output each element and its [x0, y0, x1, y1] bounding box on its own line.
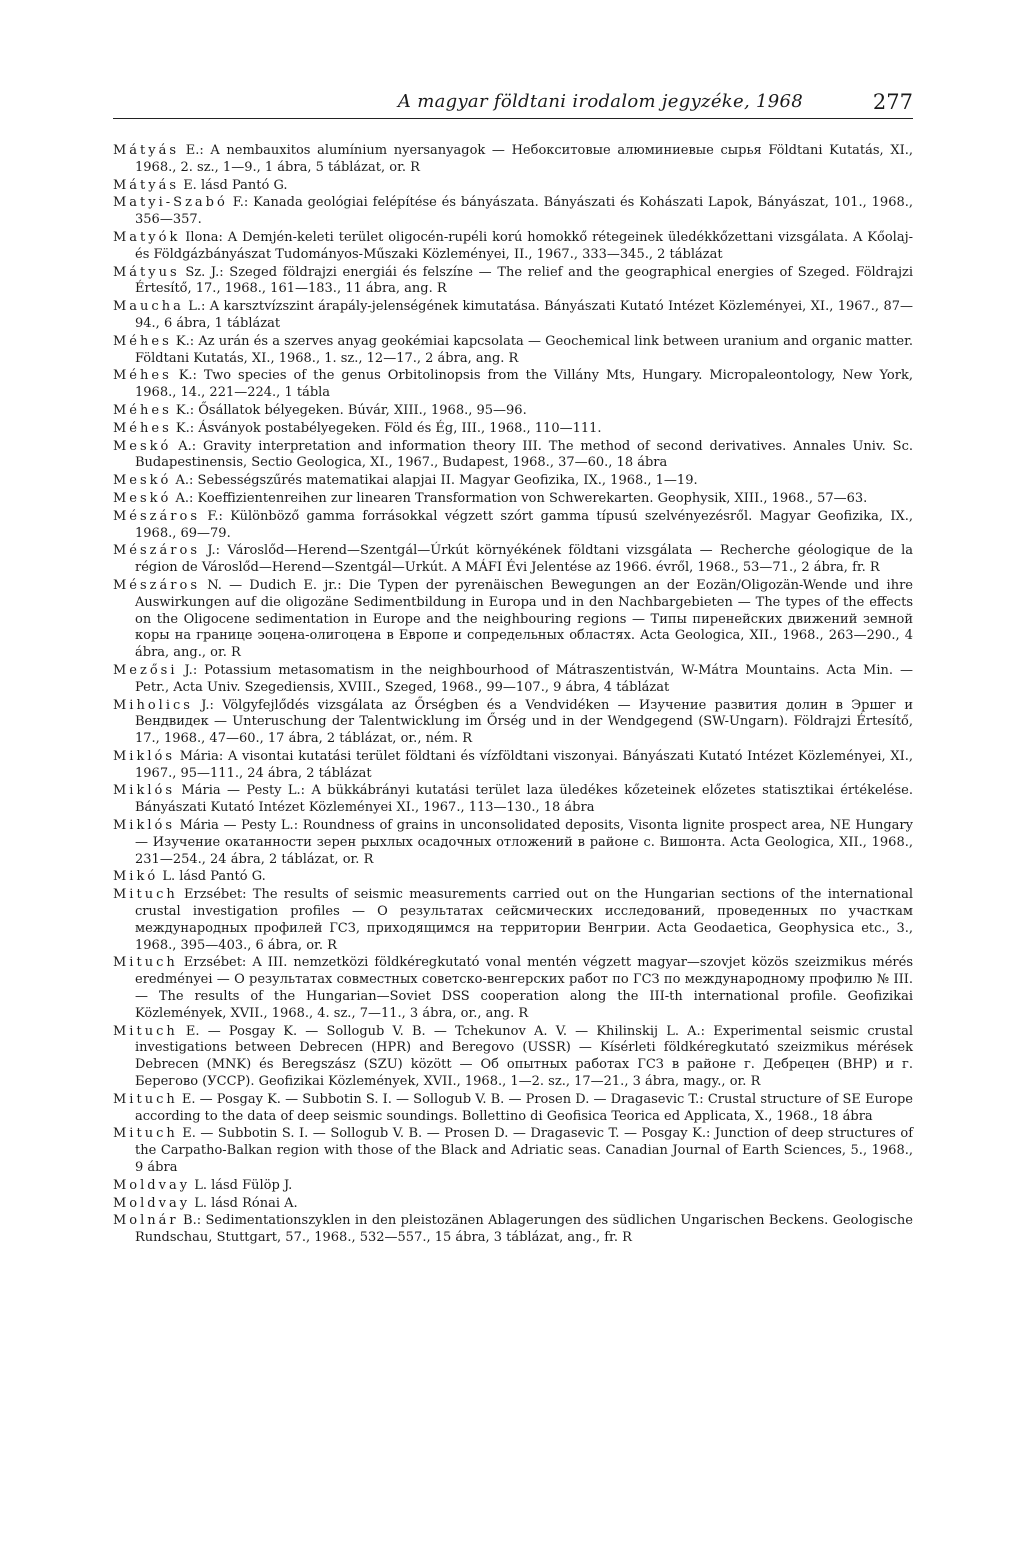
entry-text: A.: Gravity interpretation and information theory III. The method of second derivatives. Annales Univ. Sc. Budapestinensis, Sectio Geologica, XI., 1967., Budapest, 1968., 37—60., 18 ábra — [135, 438, 913, 471]
entry-text: Sz. J.: Szeged földrajzi energiái és felszíne — The relief and the geographical energies of Szeged. Földrajzi Értesítő, 17., 1968., 161—183., 11 ábra, ang. R — [135, 264, 913, 297]
entry-author: Mikó — [113, 869, 159, 885]
entry-author: Mituch — [113, 1091, 178, 1107]
bibliography-entry — [113, 698, 913, 748]
entry-text: Mária — Pesty L.: A bükkábrányi kutatási terület laza üledékes kőzeteinek előzetes statisztikai értékelése. Bányászati Kutató Intézet Közleményei XI., 1967., 113—130., 18 ábra — [135, 783, 913, 816]
bibliography-entry — [113, 955, 913, 1022]
entry-author: Méhes — [113, 333, 172, 349]
bibliography-entries — [113, 143, 913, 1248]
entry-author: Mátyás — [113, 177, 180, 193]
entry-text: A.: Sebességszűrés matematikai alapjai II. Magyar Geofizika, IX., 1968., 1—19. — [171, 473, 698, 489]
entry-author: Moldvay — [113, 1177, 191, 1193]
entry-text: E. — Posgay K. — Subbotin S. I. — Sollogub V. B. — Prosen D. — Dragasevic T.: Crustal structure of SE Europe according to the data of deep seismic soundings. Bollettino di Geofisica Teorica ed Applicata, X., 1968., 18 ábra — [135, 1091, 913, 1124]
bibliography-entry — [113, 230, 913, 264]
entry-text: Mária: A visontai kutatási terület földtani és vízföldtani viszonyai. Bányászati Kutató Intézet Közleményei, XI., 1967., 95—111., 24 ábra, 2 táblázat — [135, 748, 913, 781]
entry-author: Miklós — [113, 818, 176, 834]
bibliography-entry — [113, 1024, 913, 1091]
entry-text: F.: Kanada geológiai felépítése és bányászata. Bányászati és Kohászati Lapok, Bányászat, 101., 1968., 356—357. — [135, 195, 913, 228]
entry-text: N. — Dudich E. jr.: Die Typen der pyrenäischen Bewegungen an der Eozän/Oligozän-Wende und ihre Auswirkungen auf die oligozäne Sedimentbildung in Europa und in den Nachbargebieten — The types of the effects on the Oligocene sedimentation in Europe and the neighbouring regions — Типы пиренейских движений земной коры на границе эоцена-олигоцена в Европе и сопредельных областях. Acta Geologica, XII., 1968., 263—290., 4 ábra, ang., or. R — [135, 577, 913, 661]
entry-author: Miklós — [113, 783, 176, 799]
entry-text: L. lásd Pantó G. — [158, 869, 266, 885]
entry-author: Mezősi — [113, 662, 178, 678]
entry-author: Meskó — [113, 490, 172, 506]
bibliography-entry — [113, 818, 913, 868]
bibliography-entry — [113, 1126, 913, 1176]
bibliography-entry — [113, 403, 913, 420]
entry-text: J.: Potassium metasomatism in the neighbourhood of Mátraszentistván, W-Mátra Mountains. Acta Min. — Petr., Acta Univ. Szegediensis, XVIII., Szeged, 1968., 99—107., 9 ábra, 4 táblázat — [135, 662, 913, 695]
bibliography-entry — [113, 749, 913, 783]
bibliography-entry — [113, 439, 913, 473]
entry-author: Mészáros — [113, 543, 200, 559]
bibliography-entry — [113, 1213, 913, 1247]
entry-author: Méhes — [113, 368, 172, 384]
bibliography-entry — [113, 178, 913, 195]
entry-author: Miholics — [113, 697, 193, 713]
entry-author: Mituch — [113, 955, 178, 971]
bibliography-entry — [113, 368, 913, 402]
page-header — [113, 78, 913, 119]
entry-text: K.: Two species of the genus Orbitolinopsis from the Villány Mts, Hungary. Micropaleontology, New York, 1968., 14., 221—224., 1 tábla — [135, 368, 913, 401]
entry-text: E. lásd Pantó G. — [179, 177, 288, 193]
bibliography-entry — [113, 1178, 913, 1195]
entry-author: Mészáros — [113, 577, 200, 593]
entry-author: Mituch — [113, 887, 178, 903]
entry-author: Mituch — [113, 1023, 178, 1039]
entry-text: E. — Subbotin S. I. — Sollogub V. B. — Prosen D. — Dragasevic T. — Posgay K.: Junction of deep structures of the Carpatho-Balkan region with those of the Black and Adriatic seas. Canadian Journal of Earth Sciences, 5., 1968., 9 ábra — [135, 1126, 913, 1176]
bibliography-entry — [113, 578, 913, 662]
running-title: A magyar földtani irodalom jegyzéke, 1968 — [397, 91, 803, 112]
bibliography-entry — [113, 1092, 913, 1126]
entry-text: L. lásd Rónai A. — [190, 1195, 298, 1211]
bibliography-entry — [113, 663, 913, 697]
entry-text: K.: Az urán és a szerves anyag geokémiai kapcsolata — Geochemical link between uranium and organic matter. Földtani Kutatás, XI., 1968., 1. sz., 12—17., 2 ábra, ang. R — [135, 333, 913, 366]
entry-text: Erzsébet: A III. nemzetközi földkéregkutató vonal mentén végzett magyar—szovjet közös szeizmikus mérés eredményei — О результатах совместных советско-венгерских работ по ГСЗ по международному профилю № III. — The results of the Hungarian—Soviet DSS cooperation along the III-th international profile. Geofizikai Közlemények, XVII., 1968., 4. sz., 7—11., 3 ábra, or., ang. R — [135, 955, 913, 1021]
entry-author: Matyi-Szabó — [113, 195, 228, 211]
entry-text: F.: Különböző gamma forrásokkal végzett szórt gamma típusú szelvényezésről. Magyar Geofizika, IX., 1968., 69—79. — [135, 508, 913, 541]
bibliography-entry — [113, 299, 913, 333]
entry-text: E. — Posgay K. — Sollogub V. B. — Tchekunov A. V. — Khilinskij L. A.: Experimental seismic crustal investigations between Debrecen (HPR) and Beregovo (USSR) — Kísérleti földkéregkutató szeizmikus mérések Debrecen (MNK) és Beregszász (SZU) között — Об опытных работах ГСЗ в районе г. Дебрецен (ВНР) и г. Берегово (УССР). Geofizikai Közlemények, XVII., 1968., 1—2. sz., 17—21., 3 ábra, magy., or. R — [135, 1023, 913, 1090]
entry-author: Mituch — [113, 1126, 178, 1142]
entry-text: K.: Ásványok postabélyegeken. Föld és Ég, III., 1968., 110—111. — [171, 420, 602, 436]
bibliography-entry — [113, 869, 913, 886]
page-number: 277 — [872, 90, 913, 114]
bibliography-entry — [113, 334, 913, 368]
bibliography-entry — [113, 783, 913, 817]
entry-text: B.: Sedimentationszyklen in den pleistozänen Ablagerungen des südlichen Ungarischen Beckens. Geologische Rundschau, Stuttgart, 57., 1968., 532—557., 15 ábra, 3 táblázat, ang., fr. R — [135, 1213, 913, 1246]
entry-text: L. lásd Fülöp J. — [190, 1177, 293, 1193]
entry-text: K.: Ősállatok bélyegeken. Búvár, XIII., 1968., 95—96. — [171, 402, 527, 418]
entry-author: Méhes — [113, 402, 172, 418]
entry-text: L.: A karsztvízszint árapály-jelenségének kimutatása. Bányászati Kutató Intézet Közleményei, XI., 1967., 87—94., 6 ábra, 1 táblázat — [135, 299, 913, 331]
bibliography-entry — [113, 473, 913, 490]
entry-text: Mária — Pesty L.: Roundness of grains in unconsolidated deposits, Visonta lignite prospect area, NE Hungary — Изучение окатанности зерен рыхлых осадочных отложений в районе с. Вишонта. Acta Geologica, XII., 1968., 231—254., 24 ábra, 2 táblázat, or. R — [135, 818, 913, 867]
entry-text: E.: A nembauxitos alumínium nyersanyagok — Небокситовые алюминиевые сырья Földtani Kutatás, XI., 1968., 2. sz., 1—9., 1 ábra, 5 táblázat, or. R — [135, 143, 913, 175]
entry-author: Mészáros — [113, 508, 200, 524]
bibliography-entry — [113, 491, 913, 508]
entry-author: Matyók — [113, 229, 181, 245]
entry-author: Meskó — [113, 438, 172, 454]
entry-text: Erzsébet: The results of seismic measurements carried out on the Hungarian sections of the international crustal investigation profiles — О результатах сейсмических исследований, проведенных по участкам международных профилей ГСЗ, приходящимся на территории Венгрии. Acta Geodaetica, Geophysica etc., 3., 1968., 395—403., 6 ábra, or. R — [135, 887, 913, 953]
entry-text: A.: Koeffizientenreihen zur linearen Transformation von Schwerekarten. Geophysik, XIII., 1968., 57—63. — [171, 490, 868, 506]
bibliography-entry — [113, 509, 913, 543]
entry-text: Ilona: A Demjén-keleti terület oligocén-rupéli korú homokkő rétegeinek üledékkőzettani vizsgálata. A Kőolaj- és Földgázbányászat Tudományos-Műszaki Közleményei, II., 1967., 333—345., 2 táblázat — [135, 229, 913, 262]
bibliography-entry — [113, 421, 913, 438]
entry-text: J.: Völgyfejlődés vizsgálata az Őrségben és a Vendvidéken — Изучение развития долин в Эршег и Вендвидек — Unteruschung der Talentwicklung im Őrség und in der Wendgegend (SW-Ungarn). Földrajzi Értesítő, 17., 1968., 47—60., 17 ábra, 2 táblázat, or., ném. R — [135, 697, 913, 747]
entry-text: J.: Városlőd—Herend—Szentgál—Úrkút környékének földtani vizsgálata — Recherche géologique de la région de Városlőd—Herend—Szentgál—Urkút. A MÁFI Évi Jelentése az 1966. évről, 1968., 53—71., 2 ábra, fr. R — [135, 543, 913, 576]
entry-author: Meskó — [113, 473, 172, 489]
bibliography-entry — [113, 1196, 913, 1213]
bibliography-entry — [113, 143, 913, 177]
entry-author: Mátyus — [113, 264, 180, 280]
bibliography-entry — [113, 887, 913, 954]
entry-author: Mátyás — [113, 143, 180, 158]
bibliography-entry — [113, 195, 913, 229]
entry-author: Méhes — [113, 420, 172, 436]
entry-author: Moldvay — [113, 1195, 191, 1211]
bibliography-entry — [113, 265, 913, 299]
bibliography-entry — [113, 543, 913, 577]
entry-author: Miklós — [113, 748, 176, 764]
entry-author: Molnár — [113, 1213, 179, 1229]
entry-author: Maucha — [113, 299, 184, 315]
